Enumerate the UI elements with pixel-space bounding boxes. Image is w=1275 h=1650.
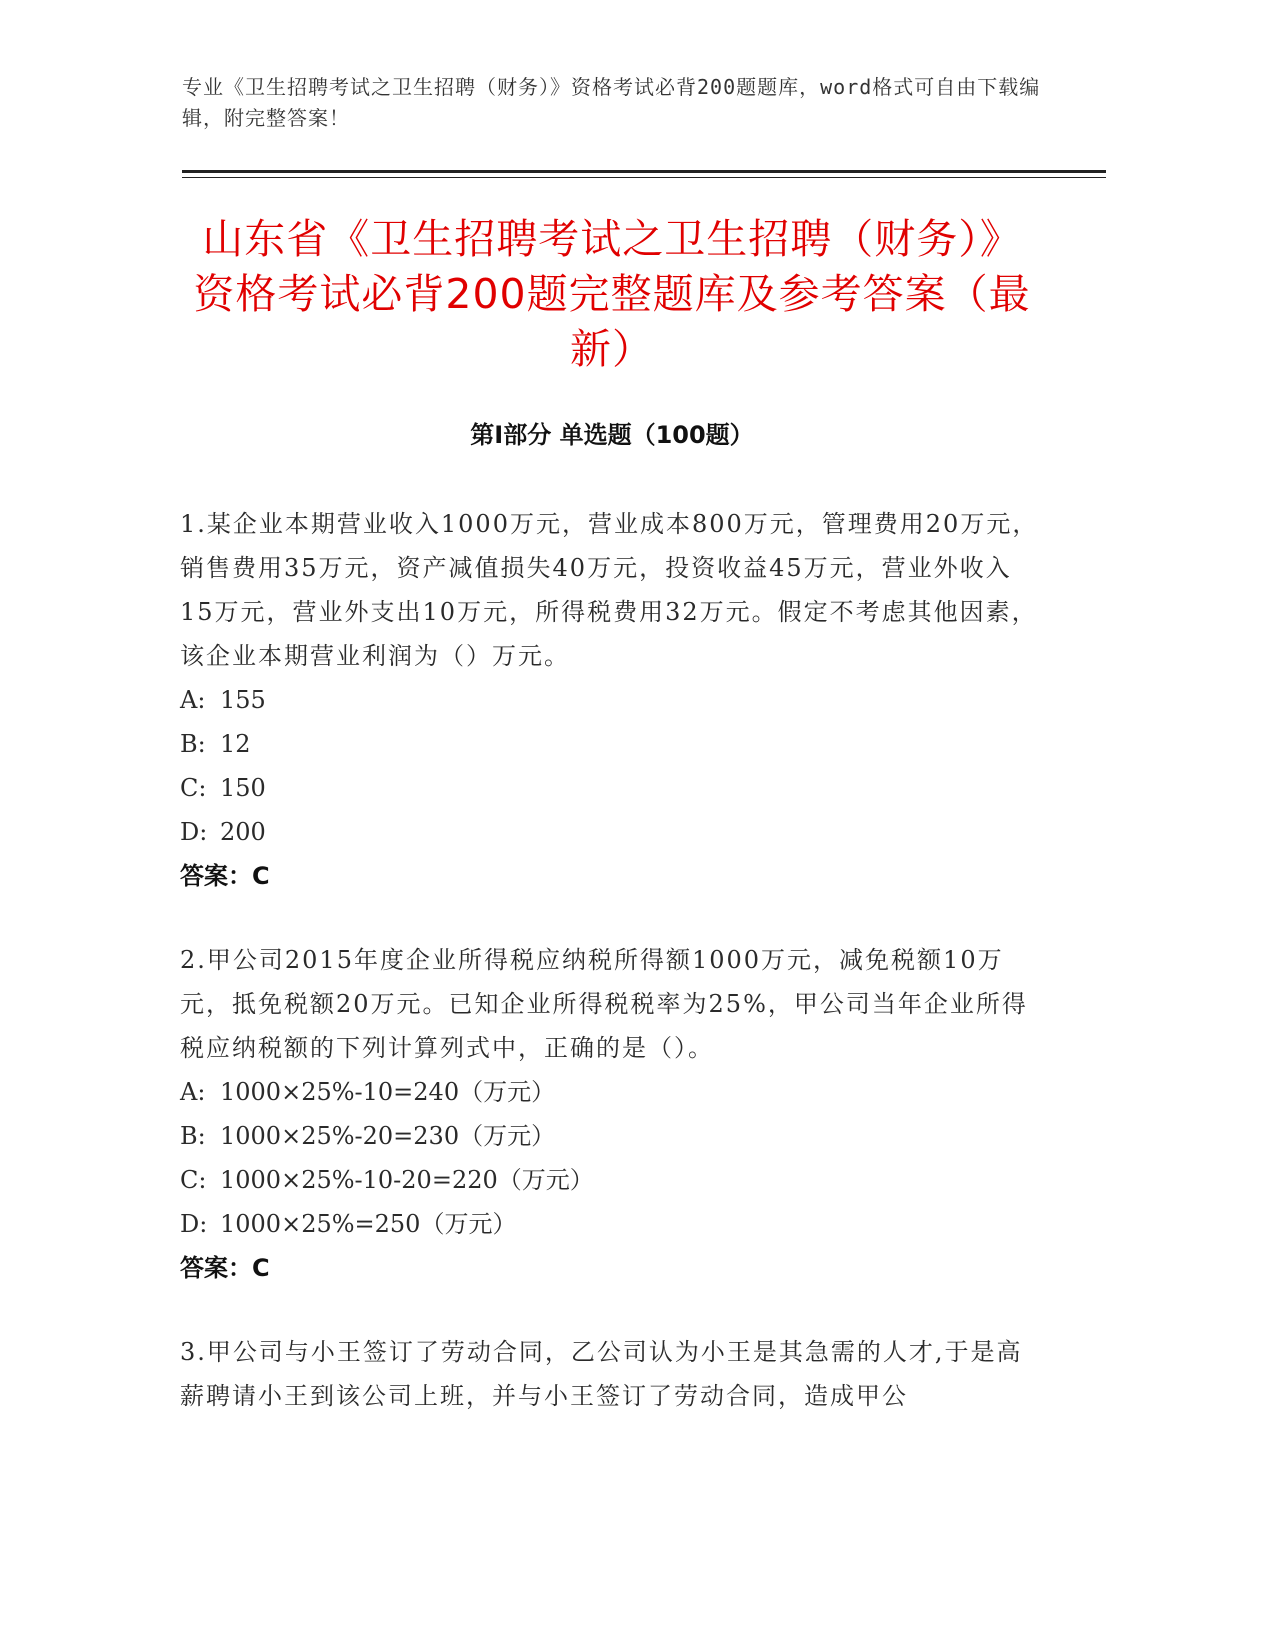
- option-key: D:: [180, 818, 208, 846]
- document-title: 山东省《卫生招聘考试之卫生招聘（财务）》资格考试必背200题完整题库及参考答案（最新）: [193, 215, 1031, 373]
- option-value: 1000×25%-10-20=220（万元）: [220, 1166, 594, 1194]
- option-key: A:: [180, 686, 206, 714]
- option-c: [180, 1158, 1040, 1202]
- option-b: [180, 722, 1040, 766]
- header-divider-thick: [182, 170, 1106, 173]
- question-3: [180, 1330, 1040, 1418]
- option-value: 1000×25%=250（万元）: [220, 1210, 517, 1238]
- answer-label: 答案：C: [180, 862, 270, 890]
- option-value: 150: [220, 774, 266, 802]
- option-key: B:: [180, 1122, 206, 1150]
- option-value: 155: [220, 686, 266, 714]
- option-value: 1000×25%-20=230（万元）: [220, 1122, 556, 1150]
- question-2: [180, 938, 1040, 1290]
- option-key: D:: [180, 1210, 208, 1238]
- option-value: 200: [220, 818, 266, 846]
- option-b: [180, 1114, 1040, 1158]
- question-text: 2.甲公司2015年度企业所得税应纳税所得额1000万元，减免税额10万元，抵免税额20万元。已知企业所得税税率为25%，甲公司当年企业所得税应纳税额的下列计算列式中，正确的是（）。: [180, 946, 1028, 1062]
- option-d: [180, 1202, 1040, 1246]
- question-text: 3.甲公司与小王签订了劳动合同，乙公司认为小王是其急需的人才,于是高薪聘请小王到该公司上班，并与小王签订了劳动合同，造成甲公: [180, 1338, 1023, 1410]
- option-d: [180, 810, 1040, 854]
- option-key: B:: [180, 730, 206, 758]
- question-text: 1.某企业本期营业收入1000万元，营业成本800万元，管理费用20万元，销售费用35万元，资产减值损失40万元，投资收益45万元，营业外收入15万元，营业外支出10万元，所得税费用32万元。假定不考虑其他因素，该企业本期营业利润为（）万元。: [180, 510, 1039, 670]
- header-divider-thin: [182, 177, 1106, 178]
- option-key: C:: [180, 1166, 207, 1194]
- option-a: [180, 678, 1040, 722]
- option-key: A:: [180, 1078, 206, 1106]
- header-note: 专业《卫生招聘考试之卫生招聘（财务）》资格考试必背200题题库，word格式可自由下载编辑，附完整答案！: [182, 75, 1041, 130]
- option-value: 12: [220, 730, 251, 758]
- option-value: 1000×25%-10=240（万元）: [220, 1078, 556, 1106]
- answer-label: 答案：C: [180, 1254, 270, 1282]
- question-1: [180, 502, 1040, 898]
- option-a: [180, 1070, 1040, 1114]
- option-key: C:: [180, 774, 207, 802]
- section-heading: 第I部分 单选题（100题）: [470, 421, 754, 449]
- option-c: [180, 766, 1040, 810]
